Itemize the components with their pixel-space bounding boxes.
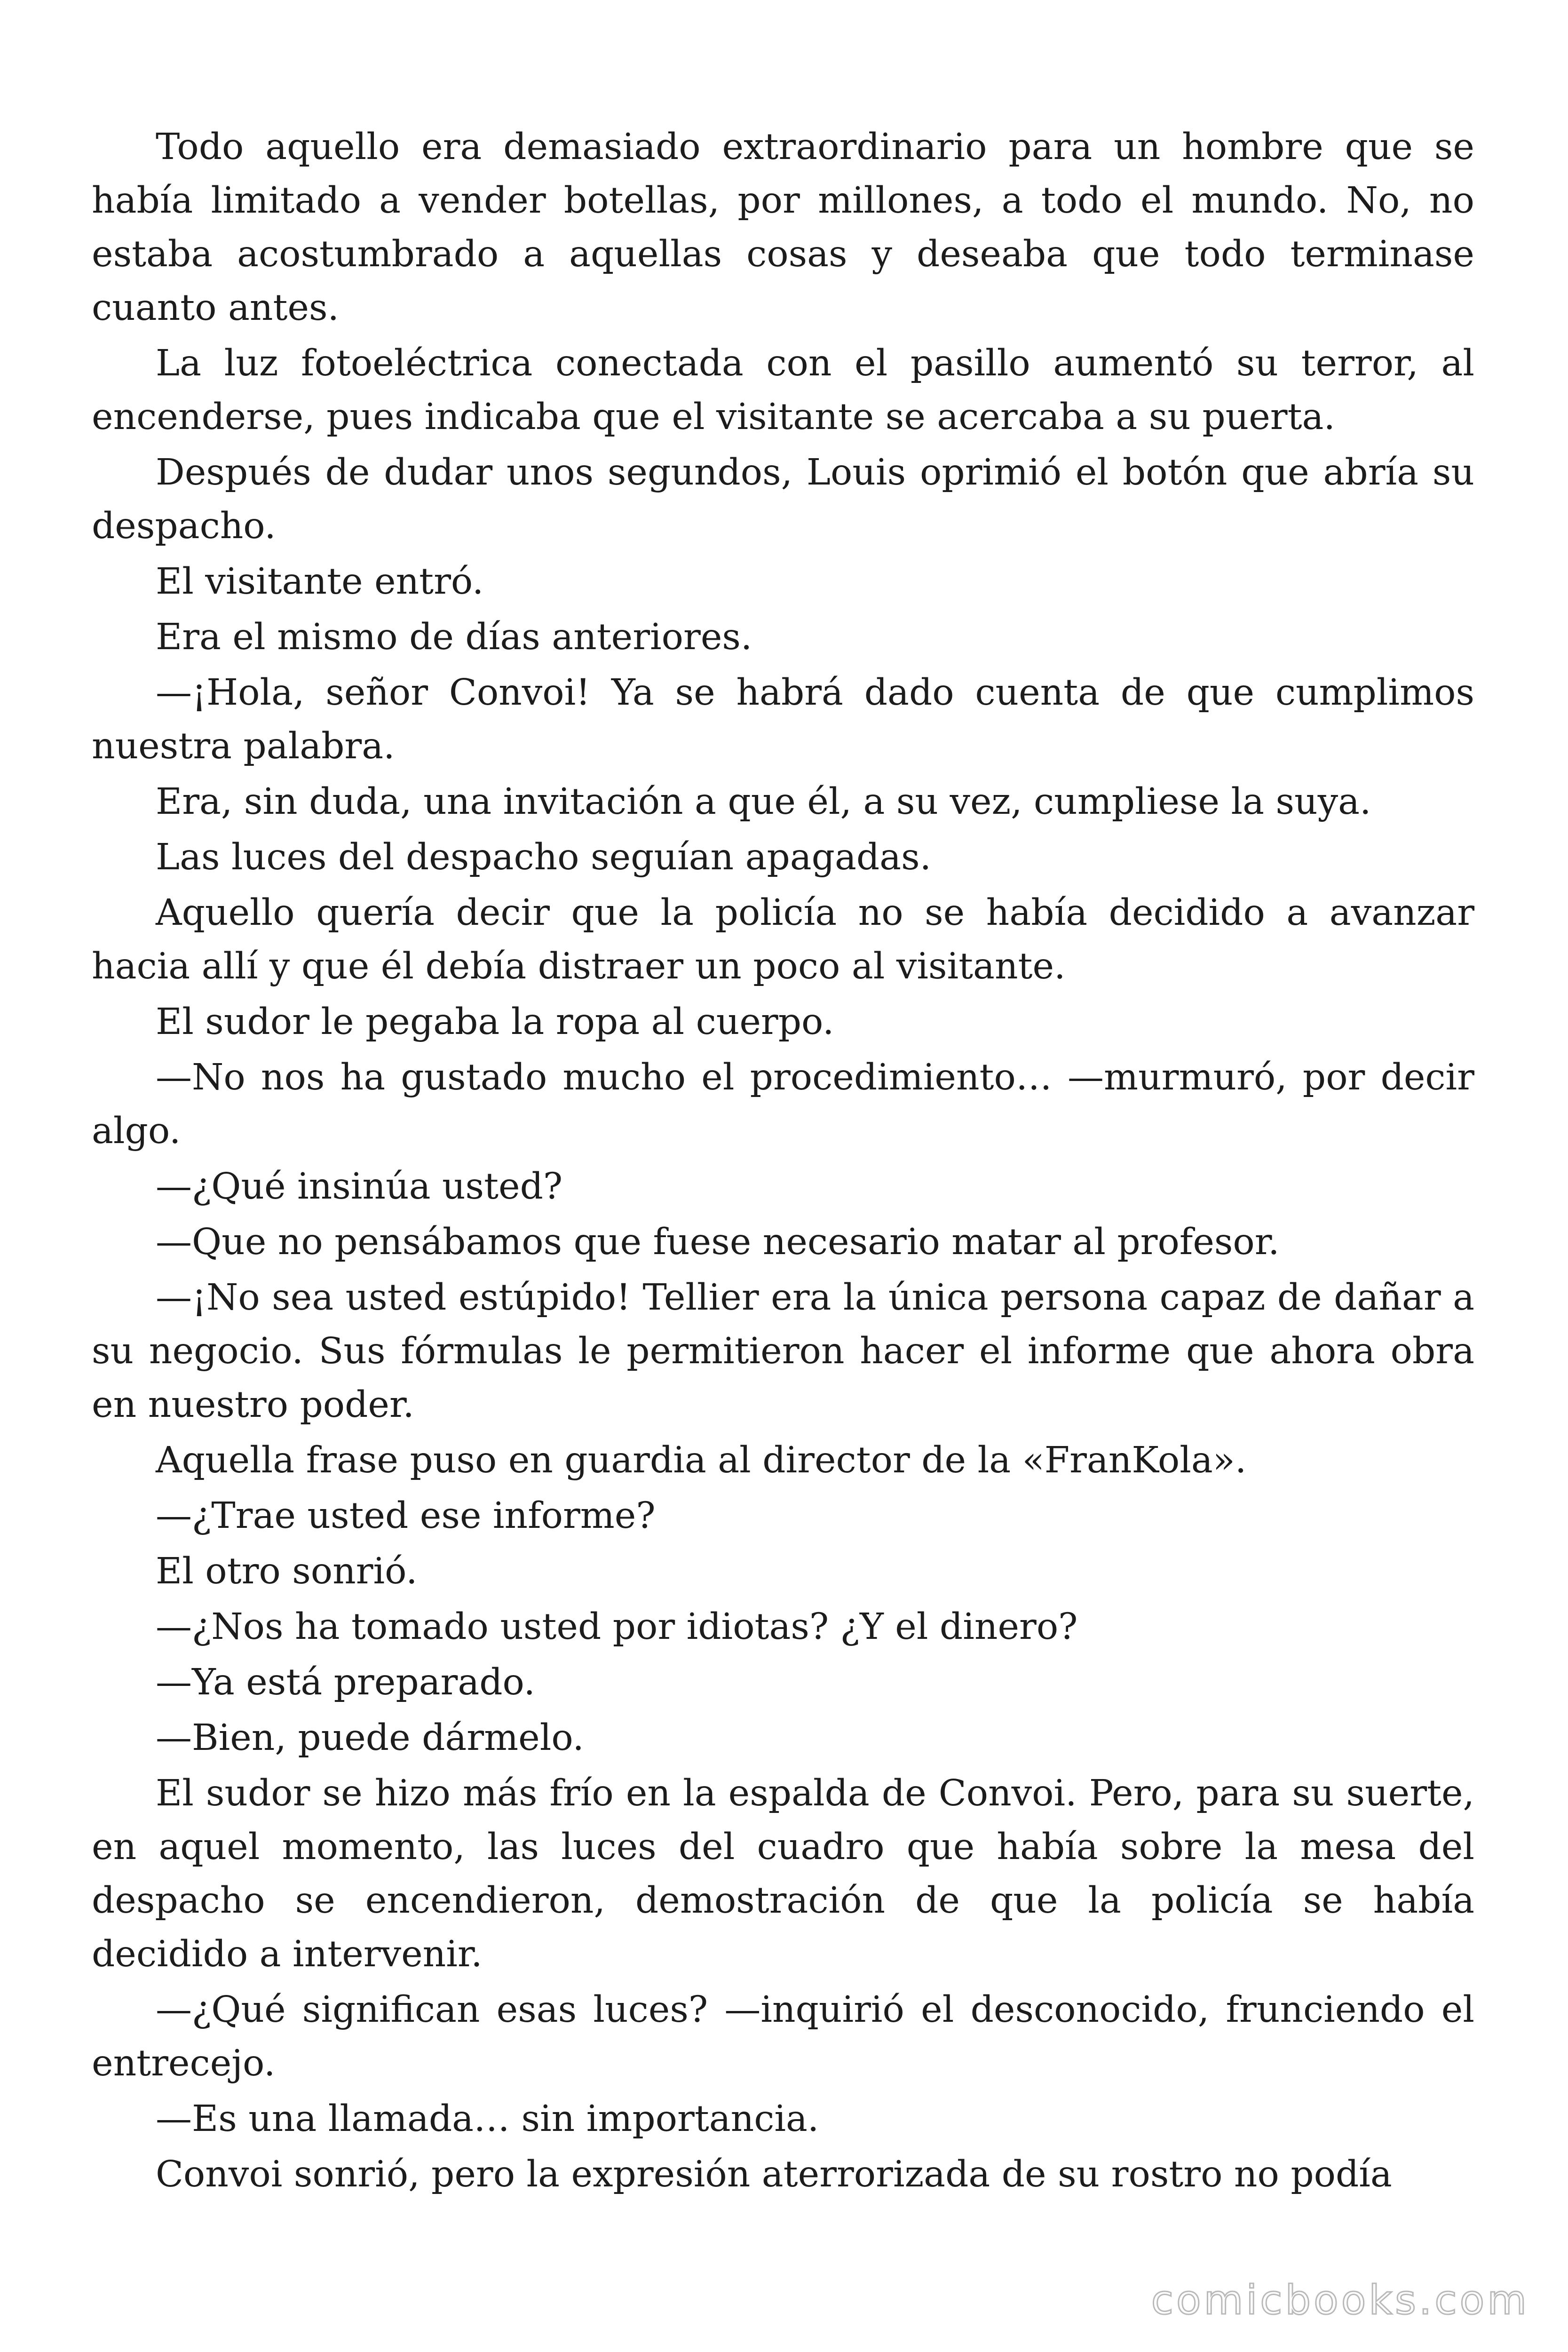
paragraph: El visitante entró. — [156, 561, 484, 603]
paragraph: Todo aquello era demasiado extraordinario para un hombre que se había limitado a vender botellas, por millones, a todo el mundo. No, no estaba acostumbrado a aquellas cosas y deseaba que todo terminase cuanto antes. — [92, 126, 1474, 329]
paragraph: Convoi sonrió, pero la expresión aterrorizada de su rostro no podía — [156, 2153, 1392, 2195]
paragraph: Las luces del despacho seguían apagadas. — [156, 836, 932, 878]
paragraph: Era el mismo de días anteriores. — [156, 616, 752, 658]
paragraph: —¿Qué significan esas luces? —inquirió el desconocido, frunciendo el entrecejo. — [92, 1989, 1474, 2084]
watermark: comicbooks.com — [1151, 2277, 1529, 2324]
paragraph: La luz fotoeléctrica conectada con el pasillo aumentó su terror, al encenderse, pues indicaba que el visitante se acercaba a su puerta. — [92, 342, 1474, 438]
paragraph: El sudor le pegaba la ropa al cuerpo. — [156, 1001, 834, 1043]
paragraph: —Que no pensábamos que fuese necesario matar al profesor. — [156, 1221, 1280, 1263]
paragraph: —Ya está preparado. — [156, 1661, 535, 1703]
paragraph: —¿Nos ha tomado usted por idiotas? ¿Y el dinero? — [156, 1606, 1078, 1648]
paragraph: —¿Qué insinúa usted? — [156, 1166, 563, 1208]
page-body — [92, 120, 1474, 2203]
paragraph: —¿Trae usted ese informe? — [156, 1495, 656, 1537]
paragraph: Aquello quería decir que la policía no se había decidido a avanzar hacia allí y que él debía distraer un poco al visitante. — [92, 892, 1474, 987]
paragraph: El otro sonrió. — [156, 1550, 418, 1592]
paragraph: —Bien, puede dármelo. — [156, 1717, 584, 1759]
paragraph: Aquella frase puso en guardia al director de la «FranKola». — [156, 1439, 1247, 1481]
paragraph: —Es una llamada… sin importancia. — [156, 2098, 819, 2140]
paragraph: —No nos ha gustado mucho el procedimiento… —murmuró, por decir algo. — [92, 1057, 1474, 1152]
paragraph: El sudor se hizo más frío en la espalda de Convoi. Pero, para su suerte, en aquel momento, las luces del cuadro que había sobre la mesa del despacho se encendieron, demostración de que la policía se había decidido a intervenir. — [92, 1772, 1474, 1975]
paragraph: Era, sin duda, una invitación a que él, a su vez, cumpliese la suya. — [156, 781, 1371, 823]
paragraph: —¡No sea usted estúpido! Tellier era la única persona capaz de dañar a su negocio. Sus fórmulas le permitieron hacer el informe que ahora obra en nuestro poder. — [92, 1277, 1474, 1426]
paragraph: Después de dudar unos segundos, Louis oprimió el botón que abría su despacho. — [92, 452, 1474, 547]
paragraph: —¡Hola, señor Convoi! Ya se habrá dado cuenta de que cumplimos nuestra palabra. — [92, 672, 1474, 767]
